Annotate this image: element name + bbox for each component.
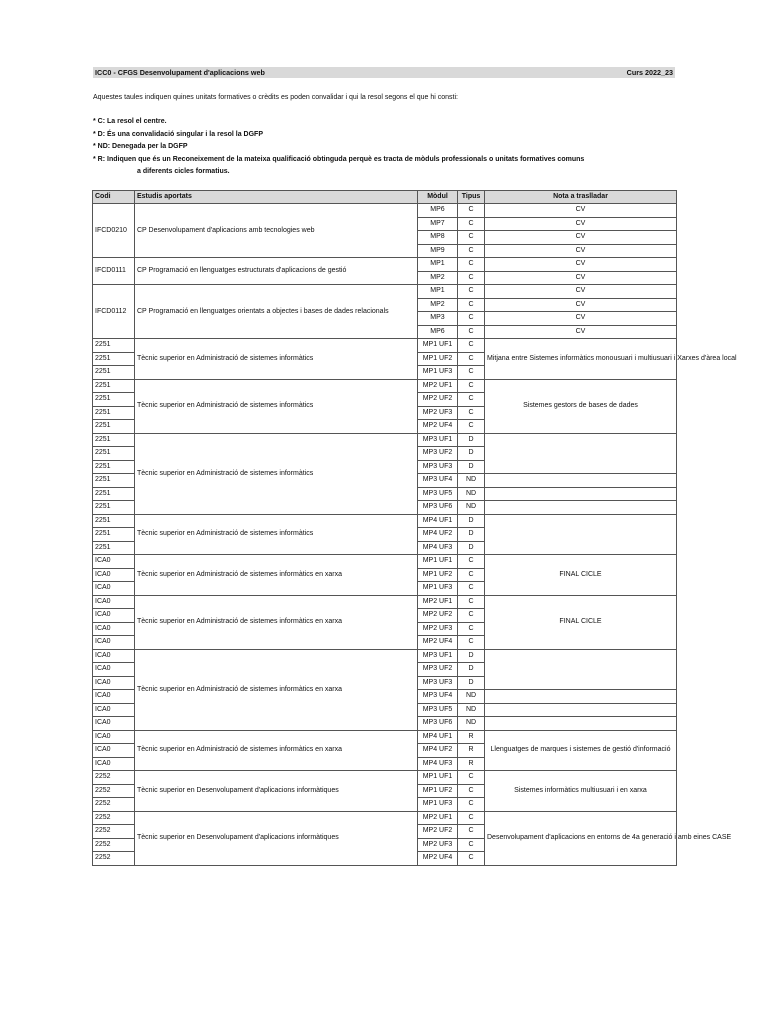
- code-cell: ICA0: [93, 582, 135, 596]
- type-cell: C: [458, 798, 485, 812]
- grade-cell: Llenguatges de marques i sistemes de gestió d'informació: [485, 730, 677, 771]
- grade-cell: FINAL CICLE: [485, 595, 677, 649]
- module-cell: MP2 UF2: [418, 609, 458, 623]
- code-cell: 2252: [93, 798, 135, 812]
- studies-cell: Tècnic superior en Administració de sistemes informàtics: [135, 339, 418, 380]
- type-cell: C: [458, 217, 485, 231]
- module-cell: MP2 UF2: [418, 825, 458, 839]
- module-cell: MP3: [418, 312, 458, 326]
- code-cell: ICA0: [93, 609, 135, 623]
- type-cell: C: [458, 379, 485, 393]
- type-cell: R: [458, 744, 485, 758]
- code-cell: 2251: [93, 514, 135, 528]
- grade-cell: [485, 487, 677, 501]
- grade-cell: CV: [485, 244, 677, 258]
- col-header-type: Tipus: [458, 191, 485, 204]
- type-cell: C: [458, 352, 485, 366]
- module-cell: MP1 UF3: [418, 582, 458, 596]
- module-cell: MP3 UF4: [418, 690, 458, 704]
- module-cell: MP1 UF1: [418, 555, 458, 569]
- code-cell: 2251: [93, 393, 135, 407]
- studies-cell: Tècnic superior en Desenvolupament d'aplicacions informàtiques: [135, 811, 418, 865]
- type-cell: C: [458, 244, 485, 258]
- code-cell: ICA0: [93, 663, 135, 677]
- type-cell: ND: [458, 703, 485, 717]
- grade-cell: Desenvolupament d'aplicacions en entorns de 4a generació i amb eines CASE: [485, 811, 677, 865]
- module-cell: MP4 UF3: [418, 757, 458, 771]
- type-cell: C: [458, 555, 485, 569]
- studies-cell: CP Programació en llenguatges orientats a objectes i bases de dades relacionals: [135, 285, 418, 339]
- studies-cell: Tècnic superior en Administració de sistemes informàtics: [135, 514, 418, 555]
- code-cell: 2251: [93, 406, 135, 420]
- type-cell: C: [458, 811, 485, 825]
- grade-cell: CV: [485, 231, 677, 245]
- grade-cell: Sistemes gestors de bases de dades: [485, 379, 677, 433]
- type-cell: C: [458, 582, 485, 596]
- module-cell: MP1 UF3: [418, 366, 458, 380]
- module-cell: MP3 UF3: [418, 460, 458, 474]
- grade-cell: [485, 703, 677, 717]
- type-cell: R: [458, 757, 485, 771]
- code-cell: 2252: [93, 771, 135, 785]
- type-cell: C: [458, 204, 485, 218]
- type-cell: ND: [458, 474, 485, 488]
- type-cell: C: [458, 366, 485, 380]
- col-header-studies: Estudis aportats: [135, 191, 418, 204]
- module-cell: MP2 UF1: [418, 379, 458, 393]
- type-cell: C: [458, 825, 485, 839]
- table-row: [93, 379, 677, 393]
- code-cell: ICA0: [93, 622, 135, 636]
- type-cell: D: [458, 541, 485, 555]
- studies-cell: Tècnic superior en Administració de sistemes informàtics en xarxa: [135, 595, 418, 649]
- studies-cell: Tècnic superior en Administració de sistemes informàtics en xarxa: [135, 555, 418, 596]
- module-cell: MP3 UF1: [418, 433, 458, 447]
- code-cell: ICA0: [93, 690, 135, 704]
- type-cell: D: [458, 433, 485, 447]
- grade-cell: Sistemes informàtics multiusuari i en xarxa: [485, 771, 677, 812]
- code-cell: ICA0: [93, 636, 135, 650]
- grade-cell: [485, 717, 677, 731]
- type-cell: ND: [458, 487, 485, 501]
- grade-cell: [485, 514, 677, 555]
- module-cell: MP1 UF2: [418, 784, 458, 798]
- module-cell: MP1 UF3: [418, 798, 458, 812]
- code-cell: IFCD0112: [93, 285, 135, 339]
- intro-text: Aquestes taules indiquen quines unitats formatives o crèdits es poden convalidar i qui la resol segons el que hi consti:: [93, 94, 458, 101]
- code-cell: ICA0: [93, 703, 135, 717]
- table-row: [93, 730, 677, 744]
- module-cell: MP6: [418, 325, 458, 339]
- table-row: [93, 555, 677, 569]
- module-cell: MP1 UF2: [418, 352, 458, 366]
- col-header-module: Mòdul: [418, 191, 458, 204]
- type-cell: C: [458, 622, 485, 636]
- module-cell: MP3 UF5: [418, 487, 458, 501]
- grade-cell: [485, 649, 677, 690]
- table-header-row: [93, 191, 677, 204]
- type-cell: C: [458, 325, 485, 339]
- studies-cell: CP Desenvolupament d'aplicacions amb tecnologies web: [135, 204, 418, 258]
- table-row: [93, 433, 677, 447]
- header-bar: [93, 67, 675, 78]
- code-cell: 2252: [93, 825, 135, 839]
- studies-cell: Tècnic superior en Administració de sistemes informàtics en xarxa: [135, 730, 418, 771]
- module-cell: MP4 UF1: [418, 730, 458, 744]
- module-cell: MP1: [418, 258, 458, 272]
- code-cell: 2252: [93, 784, 135, 798]
- code-cell: ICA0: [93, 757, 135, 771]
- type-cell: D: [458, 447, 485, 461]
- module-cell: MP3 UF2: [418, 663, 458, 677]
- code-cell: 2251: [93, 487, 135, 501]
- table-row: [93, 258, 677, 272]
- module-cell: MP9: [418, 244, 458, 258]
- convalidation-table: [92, 190, 737, 866]
- code-cell: ICA0: [93, 717, 135, 731]
- type-cell: C: [458, 339, 485, 353]
- table-row: [93, 649, 677, 663]
- module-cell: MP4 UF2: [418, 744, 458, 758]
- code-cell: ICA0: [93, 744, 135, 758]
- module-cell: MP3 UF6: [418, 501, 458, 515]
- code-cell: 2251: [93, 379, 135, 393]
- grade-cell: CV: [485, 298, 677, 312]
- grade-cell: Mitjana entre Sistemes informàtics monousuari i multiusuari i Xarxes d'àrea local: [485, 339, 677, 380]
- legend: [93, 116, 584, 179]
- type-cell: C: [458, 568, 485, 582]
- type-cell: C: [458, 784, 485, 798]
- studies-cell: Tècnic superior en Administració de sistemes informàtics en xarxa: [135, 649, 418, 730]
- legend-item: * C: La resol el centre.: [93, 118, 167, 125]
- col-header-grade: Nota a traslladar: [485, 191, 677, 204]
- module-cell: MP2 UF3: [418, 838, 458, 852]
- code-cell: 2251: [93, 501, 135, 515]
- type-cell: C: [458, 609, 485, 623]
- module-cell: MP4 UF2: [418, 528, 458, 542]
- code-cell: 2251: [93, 474, 135, 488]
- code-cell: ICA0: [93, 555, 135, 569]
- code-cell: 2251: [93, 420, 135, 434]
- module-cell: MP2 UF1: [418, 811, 458, 825]
- studies-cell: Tècnic superior en Desenvolupament d'aplicacions informàtiques: [135, 771, 418, 812]
- type-cell: C: [458, 231, 485, 245]
- code-cell: 2251: [93, 460, 135, 474]
- table-row: [93, 339, 677, 353]
- type-cell: D: [458, 528, 485, 542]
- code-cell: ICA0: [93, 730, 135, 744]
- grade-cell: [485, 474, 677, 488]
- col-header-code: Codi: [93, 191, 135, 204]
- type-cell: C: [458, 258, 485, 272]
- type-cell: ND: [458, 717, 485, 731]
- grade-cell: FINAL CICLE: [485, 555, 677, 596]
- module-cell: MP3 UF2: [418, 447, 458, 461]
- module-cell: MP1 UF2: [418, 568, 458, 582]
- grade-cell: CV: [485, 204, 677, 218]
- type-cell: C: [458, 285, 485, 299]
- code-cell: 2251: [93, 352, 135, 366]
- studies-cell: Tècnic superior en Administració de sistemes informàtics: [135, 379, 418, 433]
- module-cell: MP1 UF1: [418, 339, 458, 353]
- type-cell: D: [458, 676, 485, 690]
- type-cell: C: [458, 420, 485, 434]
- type-cell: C: [458, 771, 485, 785]
- type-cell: D: [458, 460, 485, 474]
- studies-cell: CP Programació en llenguatges estructurats d'aplicacions de gestió: [135, 258, 418, 285]
- type-cell: C: [458, 406, 485, 420]
- code-cell: 2251: [93, 366, 135, 380]
- type-cell: D: [458, 663, 485, 677]
- code-cell: 2251: [93, 339, 135, 353]
- table-row: [93, 811, 677, 825]
- module-cell: MP8: [418, 231, 458, 245]
- table-row: [93, 514, 677, 528]
- type-cell: R: [458, 730, 485, 744]
- module-cell: MP3 UF4: [418, 474, 458, 488]
- code-cell: 2252: [93, 838, 135, 852]
- grade-cell: [485, 433, 677, 474]
- type-cell: C: [458, 636, 485, 650]
- code-cell: ICA0: [93, 595, 135, 609]
- studies-cell: Tècnic superior en Administració de sistemes informàtics: [135, 433, 418, 514]
- course-label: Curs 2022_23: [626, 68, 673, 77]
- module-cell: MP7: [418, 217, 458, 231]
- module-cell: MP2 UF3: [418, 406, 458, 420]
- type-cell: C: [458, 838, 485, 852]
- module-cell: MP3 UF5: [418, 703, 458, 717]
- code-cell: ICA0: [93, 568, 135, 582]
- table-row: [93, 595, 677, 609]
- module-cell: MP1 UF1: [418, 771, 458, 785]
- module-cell: MP2 UF3: [418, 622, 458, 636]
- code-cell: 2251: [93, 447, 135, 461]
- grade-cell: CV: [485, 325, 677, 339]
- module-cell: MP3 UF1: [418, 649, 458, 663]
- grade-cell: CV: [485, 312, 677, 326]
- code-cell: 2251: [93, 528, 135, 542]
- module-cell: MP6: [418, 204, 458, 218]
- module-cell: MP3 UF3: [418, 676, 458, 690]
- table-row: [93, 204, 677, 218]
- module-cell: MP1: [418, 285, 458, 299]
- module-cell: MP3 UF6: [418, 717, 458, 731]
- table-row: [93, 285, 677, 299]
- type-cell: C: [458, 852, 485, 866]
- type-cell: C: [458, 271, 485, 285]
- module-cell: MP2 UF2: [418, 393, 458, 407]
- module-cell: MP4 UF1: [418, 514, 458, 528]
- type-cell: ND: [458, 690, 485, 704]
- module-cell: MP2: [418, 271, 458, 285]
- table-row: [93, 771, 677, 785]
- legend-item: * D: És una convalidació singular i la resol la DGFP: [93, 130, 263, 138]
- code-cell: 2251: [93, 541, 135, 555]
- type-cell: C: [458, 595, 485, 609]
- document-title: ICC0 - CFGS Desenvolupament d'aplicacions web: [95, 68, 265, 77]
- module-cell: MP2 UF1: [418, 595, 458, 609]
- type-cell: C: [458, 298, 485, 312]
- table-body: [93, 204, 737, 866]
- grade-cell: CV: [485, 271, 677, 285]
- code-cell: 2252: [93, 852, 135, 866]
- type-cell: ND: [458, 501, 485, 515]
- module-cell: MP2 UF4: [418, 420, 458, 434]
- grade-cell: CV: [485, 258, 677, 272]
- code-cell: ICA0: [93, 649, 135, 663]
- type-cell: D: [458, 649, 485, 663]
- legend-item: * ND: Denegada per la DGFP: [93, 143, 188, 151]
- module-cell: MP2 UF4: [418, 636, 458, 650]
- code-cell: 2251: [93, 433, 135, 447]
- code-cell: IFCD0210: [93, 204, 135, 258]
- module-cell: MP2: [418, 298, 458, 312]
- module-cell: MP4 UF3: [418, 541, 458, 555]
- type-cell: C: [458, 312, 485, 326]
- grade-cell: CV: [485, 217, 677, 231]
- code-cell: 2252: [93, 811, 135, 825]
- type-cell: C: [458, 393, 485, 407]
- grade-cell: CV: [485, 285, 677, 299]
- legend-item: * R: Indiquen que és un Reconeixement de la mateixa qualificació obtinguda perquè es tracta de mòduls professionals o unitats formatives comuns: [93, 155, 585, 163]
- legend-item-continuation: a diferents cicles formatius.: [137, 168, 230, 176]
- code-cell: ICA0: [93, 676, 135, 690]
- code-cell: IFCD0111: [93, 258, 135, 285]
- grade-cell: [485, 690, 677, 704]
- module-cell: MP2 UF4: [418, 852, 458, 866]
- type-cell: D: [458, 514, 485, 528]
- grade-cell: [485, 501, 677, 515]
